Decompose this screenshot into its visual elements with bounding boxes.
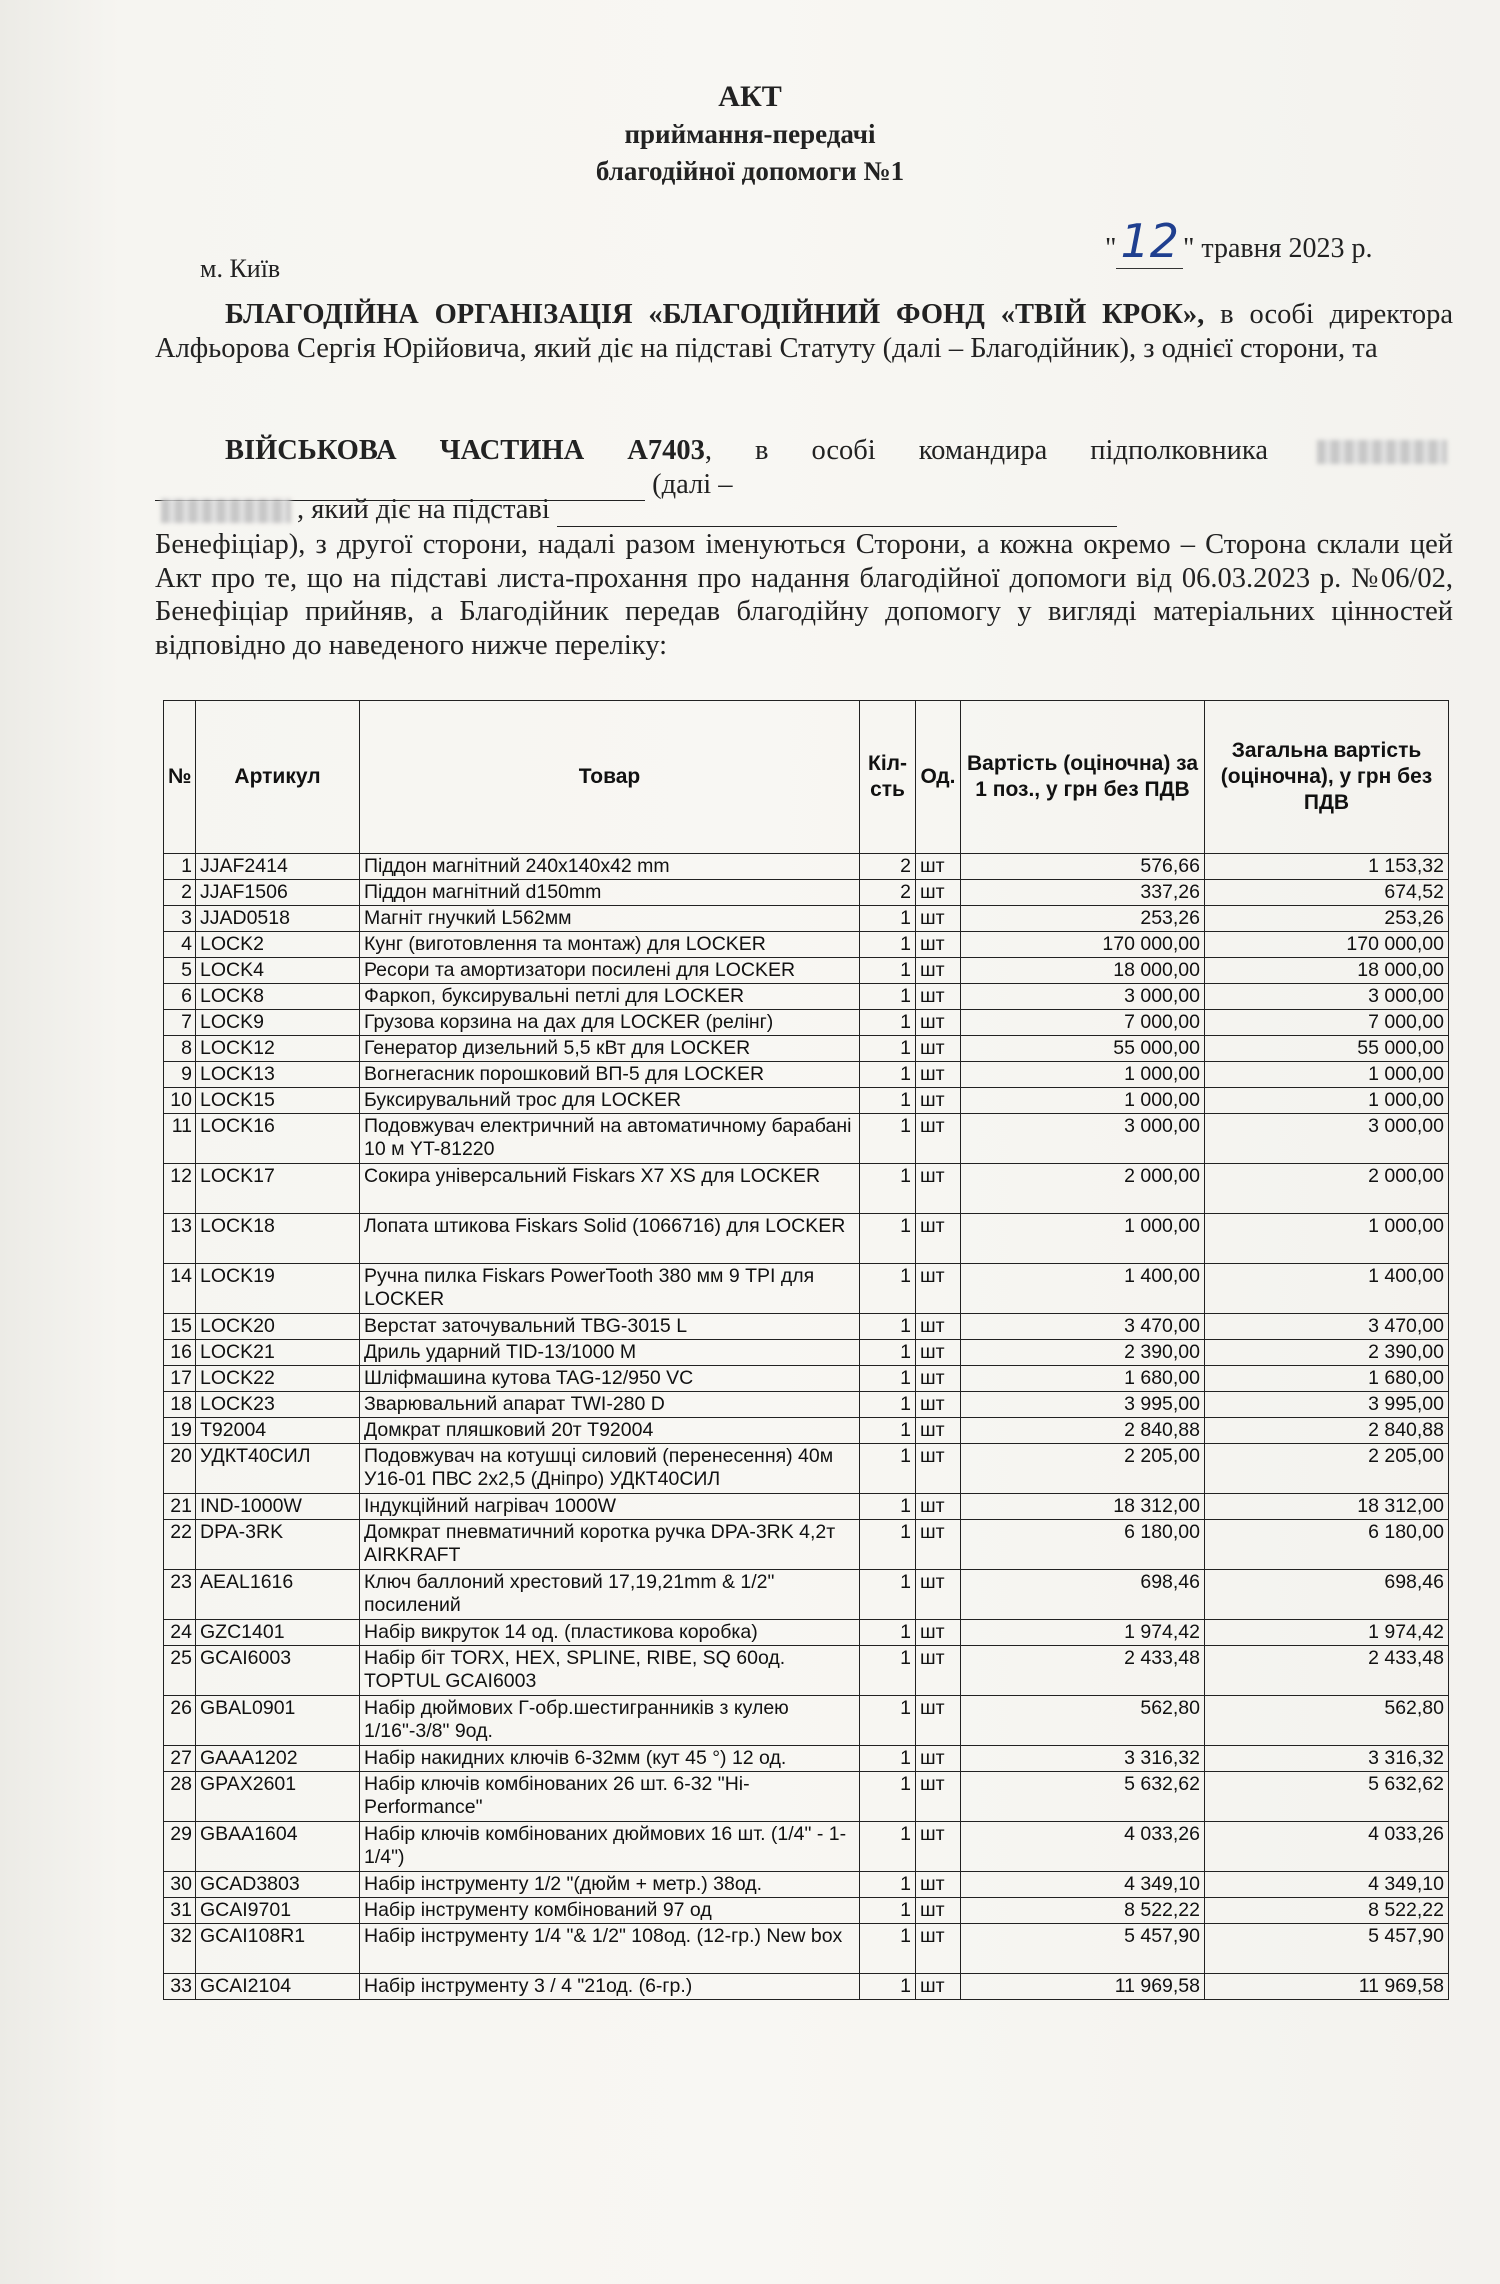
row-total: 170 000,00 [1205,932,1449,958]
table-row [164,1264,1449,1314]
row-sku: GPAX2601 [196,1772,360,1822]
row-quantity: 1 [860,906,916,932]
row-unit: шт [916,1114,961,1164]
row-unit: шт [916,932,961,958]
col-header-number: № [164,701,196,854]
row-total: 55 000,00 [1205,1036,1449,1062]
row-number: 28 [164,1772,196,1822]
table-row [164,1494,1449,1520]
row-sku: LOCK13 [196,1062,360,1088]
date-day-handwritten: 12 [1116,214,1183,269]
row-total: 6 180,00 [1205,1520,1449,1570]
table-row [164,1772,1449,1822]
table-row [164,1036,1449,1062]
row-number: 3 [164,906,196,932]
row-unit: шт [916,1366,961,1392]
row-number: 9 [164,1062,196,1088]
row-quantity: 1 [860,1314,916,1340]
preamble-party-1 [155,298,1453,365]
row-unit-price: 8 522,22 [961,1898,1205,1924]
row-total: 2 433,48 [1205,1646,1449,1696]
row-number: 29 [164,1822,196,1872]
row-sku: GBAA1604 [196,1822,360,1872]
row-sku: JJAF2414 [196,854,360,880]
org2-text-2: (далі – [652,468,733,500]
row-product-name: Домкрат пневматичний коротка ручка DPA-3RK 4,2т AIRKRAFT [360,1520,860,1570]
row-total: 3 000,00 [1205,984,1449,1010]
row-unit: шт [916,1520,961,1570]
row-quantity: 1 [860,1620,916,1646]
row-sku: JJAD0518 [196,906,360,932]
row-total: 562,80 [1205,1696,1449,1746]
row-product-name: Домкрат пляшковий 20т T92004 [360,1418,860,1444]
row-number: 23 [164,1570,196,1620]
row-unit-price: 5 632,62 [961,1772,1205,1822]
document-title: АКТ [718,80,782,113]
row-number: 5 [164,958,196,984]
col-header-quantity: Кіл-сть [860,701,916,854]
row-unit-price: 1 400,00 [961,1264,1205,1314]
row-sku: LOCK12 [196,1036,360,1062]
row-product-name: Верстат заточувальний TBG-3015 L [360,1314,860,1340]
col-header-total: Загальна вартість (оціночна), у грн без ПДВ [1205,701,1449,854]
row-quantity: 1 [860,1696,916,1746]
row-unit-price: 18 312,00 [961,1494,1205,1520]
row-total: 18 312,00 [1205,1494,1449,1520]
document-subtitle-1: приймання-передачі [624,119,876,149]
row-unit-price: 5 457,90 [961,1924,1205,1974]
row-product-name: Шліфмашина кутова TAG-12/950 VC [360,1366,860,1392]
row-unit-price: 562,80 [961,1696,1205,1746]
row-number: 10 [164,1088,196,1114]
table-row [164,932,1449,958]
row-unit-price: 3 000,00 [961,984,1205,1010]
row-unit: шт [916,1494,961,1520]
row-unit: шт [916,1164,961,1214]
row-unit-price: 576,66 [961,854,1205,880]
row-product-name: Зварювальний апарат TWI-280 D [360,1392,860,1418]
row-unit-price: 2 840,88 [961,1418,1205,1444]
row-unit: шт [916,958,961,984]
row-product-name: Кунг (виготовлення та монтаж) для LOCKER [360,932,860,958]
row-unit: шт [916,1340,961,1366]
row-number: 32 [164,1924,196,1974]
row-sku: LOCK23 [196,1392,360,1418]
row-product-name: Подовжувач електричний на автоматичному барабані 10 м YT-81220 [360,1114,860,1164]
title-block [0,78,1500,190]
row-number: 33 [164,1974,196,2000]
row-total: 4 349,10 [1205,1872,1449,1898]
row-total: 2 840,88 [1205,1418,1449,1444]
row-quantity: 2 [860,854,916,880]
row-sku: LOCK9 [196,1010,360,1036]
row-quantity: 1 [860,1264,916,1314]
document-city: м. Київ [200,254,281,283]
table-row [164,1898,1449,1924]
row-quantity: 1 [860,1494,916,1520]
row-quantity: 1 [860,1772,916,1822]
row-quantity: 1 [860,1340,916,1366]
row-number: 11 [164,1114,196,1164]
row-unit-price: 1 000,00 [961,1214,1205,1264]
row-unit-price: 2 000,00 [961,1164,1205,1214]
row-unit-price: 253,26 [961,906,1205,932]
row-unit-price: 4 349,10 [961,1872,1205,1898]
row-unit-price: 55 000,00 [961,1036,1205,1062]
table-row [164,1444,1449,1494]
row-product-name: Набір викруток 14 од. (пластикова коробка) [360,1620,860,1646]
row-quantity: 1 [860,1646,916,1696]
row-unit: шт [916,1036,961,1062]
row-total: 11 969,58 [1205,1974,1449,2000]
row-unit-price: 698,46 [961,1570,1205,1620]
row-number: 27 [164,1746,196,1772]
row-unit: шт [916,1772,961,1822]
row-number: 13 [164,1214,196,1264]
row-quantity: 1 [860,1062,916,1088]
row-total: 7 000,00 [1205,1010,1449,1036]
row-unit: шт [916,1418,961,1444]
row-number: 1 [164,854,196,880]
table-row [164,880,1449,906]
row-unit-price: 170 000,00 [961,932,1205,958]
row-sku: IND-1000W [196,1494,360,1520]
table-row [164,1822,1449,1872]
row-product-name: Магніт гнучкий L562мм [360,906,860,932]
row-sku: LOCK19 [196,1264,360,1314]
row-unit-price: 3 316,32 [961,1746,1205,1772]
row-unit: шт [916,1974,961,2000]
row-product-name: Набір дюймових Г-обр.шестигранників з кулею 1/16"-3/8" 9од. [360,1696,860,1746]
table-row [164,1214,1449,1264]
col-header-sku: Артикул [196,701,360,854]
table-row [164,1696,1449,1746]
row-quantity: 1 [860,1392,916,1418]
row-unit: шт [916,880,961,906]
row-product-name: Набір інструменту 1/2 "(дюйм + метр.) 38од. [360,1872,860,1898]
table-row [164,1366,1449,1392]
org1-text: в особі директора Алфьорова Сергія Юрійовича, який діє на підставі Статуту (далі – Благодійник), з однієї сторони, та [155,299,1454,364]
row-product-name: Сокира універсальний Fiskars X7 XS для LOCKER [360,1164,860,1214]
row-sku: LOCK18 [196,1214,360,1264]
row-total: 3 470,00 [1205,1314,1449,1340]
row-total: 8 522,22 [1205,1898,1449,1924]
row-unit: шт [916,1392,961,1418]
redacted-name-1 [1317,440,1447,464]
row-sku: JJAF1506 [196,880,360,906]
row-number: 14 [164,1264,196,1314]
row-sku: GCAI2104 [196,1974,360,2000]
date-quote-open: " [1105,233,1117,264]
items-table-body [164,854,1449,2000]
row-product-name: Вогнегасник порошковий ВП-5 для LOCKER [360,1062,860,1088]
row-unit: шт [916,1822,961,1872]
row-product-name: Подовжувач на котушці силовий (перенесення) 40м У16-01 ПВС 2х2,5 (Дніпро) УДКТ40СИЛ [360,1444,860,1494]
row-sku: УДКТ40СИЛ [196,1444,360,1494]
row-total: 1 153,32 [1205,854,1449,880]
row-product-name: Набір інструменту комбінований 97 од [360,1898,860,1924]
row-sku: GAAA1202 [196,1746,360,1772]
row-quantity: 1 [860,932,916,958]
row-sku: LOCK4 [196,958,360,984]
org2-text-1: , в особі командира підполковника [704,435,1268,466]
row-total: 2 390,00 [1205,1340,1449,1366]
row-quantity: 1 [860,1418,916,1444]
row-product-name: Індукційний нагрівач 1000W [360,1494,860,1520]
table-row [164,1418,1449,1444]
row-unit-price: 2 205,00 [961,1444,1205,1494]
row-quantity: 1 [860,1898,916,1924]
row-number: 7 [164,1010,196,1036]
row-unit: шт [916,1898,961,1924]
table-row [164,906,1449,932]
row-number: 8 [164,1036,196,1062]
row-unit: шт [916,1872,961,1898]
row-number: 30 [164,1872,196,1898]
row-unit: шт [916,1088,961,1114]
row-unit: шт [916,1696,961,1746]
table-row [164,958,1449,984]
document-subtitle-2: благодійної допомоги №1 [595,156,905,186]
preamble-body: Бенефіціар), з другої сторони, надалі разом іменуються Сторони, а кожна окремо – Сторона склали цей Акт про те, що на підставі листа-прохання про надання благодійної допомоги від 06.03.2023 р. №06/02, Бенефіціар прийняв, а Благодійник передав благодійну допомогу у вигляді матеріальних цінностей відповідно до наведеного нижче переліку: [155,529,1453,661]
row-number: 20 [164,1444,196,1494]
table-row [164,984,1449,1010]
row-unit-price: 6 180,00 [961,1520,1205,1570]
row-quantity: 1 [860,1444,916,1494]
row-product-name: Ручна пилка Fiskars PowerTooth 380 мм 9 TPI для LOCKER [360,1264,860,1314]
row-sku: GCAI108R1 [196,1924,360,1974]
row-product-name: Піддон магнітний d150mm [360,880,860,906]
row-quantity: 1 [860,1924,916,1974]
row-unit-price: 3 995,00 [961,1392,1205,1418]
table-row [164,1520,1449,1570]
table-row [164,1620,1449,1646]
org1-name: БЛАГОДІЙНА ОРГАНІЗАЦІЯ «БЛАГОДІЙНИЙ ФОНД «ТВІЙ КРОК», [225,299,1205,330]
table-row [164,1646,1449,1696]
row-quantity: 1 [860,1164,916,1214]
row-total: 3 316,32 [1205,1746,1449,1772]
table-row [164,1392,1449,1418]
row-sku: GBAL0901 [196,1696,360,1746]
row-unit-price: 1 974,42 [961,1620,1205,1646]
redacted-name-2 [161,499,291,523]
row-quantity: 1 [860,1570,916,1620]
row-sku: LOCK2 [196,932,360,958]
row-product-name: Набір ключів комбінованих 26 шт. 6-32 "Hi-Performance" [360,1772,860,1822]
row-number: 16 [164,1340,196,1366]
row-unit-price: 11 969,58 [961,1974,1205,2000]
row-number: 17 [164,1366,196,1392]
row-quantity: 1 [860,1974,916,2000]
row-unit-price: 2 390,00 [961,1340,1205,1366]
row-product-name: Набір накидних ключів 6-32мм (кут 45 °) 12 од. [360,1746,860,1772]
row-product-name: Набір інструменту 3 / 4 "21од. (6-гр.) [360,1974,860,2000]
row-quantity: 1 [860,1746,916,1772]
row-number: 18 [164,1392,196,1418]
row-unit-price: 4 033,26 [961,1822,1205,1872]
row-unit: шт [916,1444,961,1494]
row-quantity: 2 [860,880,916,906]
row-sku: DPA-3RK [196,1520,360,1570]
row-total: 1 000,00 [1205,1062,1449,1088]
row-total: 4 033,26 [1205,1822,1449,1872]
row-number: 31 [164,1898,196,1924]
row-quantity: 1 [860,1010,916,1036]
row-unit: шт [916,1314,961,1340]
row-sku: AEAL1616 [196,1570,360,1620]
row-product-name: Лопата штикова Fiskars Solid (1066716) для LOCKER [360,1214,860,1264]
row-unit-price: 337,26 [961,880,1205,906]
row-number: 4 [164,932,196,958]
row-sku: GCAI6003 [196,1646,360,1696]
row-total: 698,46 [1205,1570,1449,1620]
row-unit: шт [916,1570,961,1620]
table-row [164,1088,1449,1114]
col-header-unit-price: Вартість (оціночна) за 1 поз., у грн без ПДВ [961,701,1205,854]
row-total: 1 400,00 [1205,1264,1449,1314]
row-sku: LOCK17 [196,1164,360,1214]
row-unit-price: 7 000,00 [961,1010,1205,1036]
table-row [164,1570,1449,1620]
document-date [1105,214,1373,269]
row-product-name: Набір біт TORX, HEX, SPLINE, RIBE, SQ 60од. TOPTUL GCAI6003 [360,1646,860,1696]
preamble-party-2-cont [155,493,1453,527]
row-total: 5 632,62 [1205,1772,1449,1822]
row-sku: LOCK22 [196,1366,360,1392]
items-table [163,700,1449,2000]
row-sku: GCAD3803 [196,1872,360,1898]
row-unit: шт [916,1646,961,1696]
date-quote-close: " [1182,233,1195,264]
table-row [164,1872,1449,1898]
row-quantity: 1 [860,1366,916,1392]
blank-line-2 [557,500,1117,527]
col-header-unit: Од. [916,701,961,854]
row-unit: шт [916,1062,961,1088]
col-header-product: Товар [360,701,860,854]
row-sku: LOCK21 [196,1340,360,1366]
row-total: 253,26 [1205,906,1449,932]
org2-text-3: , який діє на підставі [297,494,550,525]
org2-name: ВІЙСЬКОВА ЧАСТИНА А7403 [225,435,705,466]
table-row [164,1314,1449,1340]
table-row [164,854,1449,880]
row-unit: шт [916,1924,961,1974]
row-quantity: 1 [860,1872,916,1898]
table-header-row [164,701,1449,854]
row-sku: T92004 [196,1418,360,1444]
preamble-party-2 [155,434,1453,501]
row-number: 24 [164,1620,196,1646]
row-product-name: Фаркоп, буксирувальні петлі для LOCKER [360,984,860,1010]
row-unit-price: 1 000,00 [961,1062,1205,1088]
row-unit-price: 1 680,00 [961,1366,1205,1392]
row-total: 18 000,00 [1205,958,1449,984]
row-unit-price: 2 433,48 [961,1646,1205,1696]
row-unit: шт [916,1214,961,1264]
row-unit-price: 18 000,00 [961,958,1205,984]
row-product-name: Ключ баллоний хрестовий 17,19,21mm & 1/2" посилений [360,1570,860,1620]
table-row [164,1062,1449,1088]
row-number: 15 [164,1314,196,1340]
row-unit: шт [916,1746,961,1772]
row-product-name: Піддон магнітний 240х140х42 mm [360,854,860,880]
row-quantity: 1 [860,958,916,984]
row-quantity: 1 [860,1036,916,1062]
row-product-name: Генератор дизельний 5,5 кВт для LOCKER [360,1036,860,1062]
row-product-name: Набір ключів комбінованих дюймових 16 шт. (1/4" - 1-1/4") [360,1822,860,1872]
row-quantity: 1 [860,1822,916,1872]
row-number: 6 [164,984,196,1010]
row-unit: шт [916,984,961,1010]
row-sku: LOCK16 [196,1114,360,1164]
table-row [164,1114,1449,1164]
row-total: 3 995,00 [1205,1392,1449,1418]
row-total: 1 680,00 [1205,1366,1449,1392]
row-unit: шт [916,1010,961,1036]
row-product-name: Ресори та амортизатори посилені для LOCKER [360,958,860,984]
row-unit: шт [916,854,961,880]
row-sku: LOCK8 [196,984,360,1010]
table-row [164,1164,1449,1214]
row-unit: шт [916,1620,961,1646]
row-total: 2 205,00 [1205,1444,1449,1494]
row-unit-price: 1 000,00 [961,1088,1205,1114]
row-sku: GCAI9701 [196,1898,360,1924]
row-total: 1 000,00 [1205,1214,1449,1264]
row-product-name: Грузова корзина на дах для LOCKER (релінг) [360,1010,860,1036]
row-unit: шт [916,1264,961,1314]
row-number: 26 [164,1696,196,1746]
row-sku: LOCK15 [196,1088,360,1114]
row-quantity: 1 [860,1214,916,1264]
row-total: 1 974,42 [1205,1620,1449,1646]
row-sku: LOCK20 [196,1314,360,1340]
row-product-name: Дриль ударний TID-13/1000 M [360,1340,860,1366]
row-number: 2 [164,880,196,906]
row-total: 2 000,00 [1205,1164,1449,1214]
date-month-year: травня 2023 р. [1201,233,1373,264]
row-product-name: Набір інструменту 1/4 "& 1/2" 108од. (12-гр.) New box [360,1924,860,1974]
row-quantity: 1 [860,984,916,1010]
row-unit-price: 3 000,00 [961,1114,1205,1164]
row-number: 25 [164,1646,196,1696]
row-number: 22 [164,1520,196,1570]
row-total: 674,52 [1205,880,1449,906]
row-quantity: 1 [860,1114,916,1164]
row-unit-price: 3 470,00 [961,1314,1205,1340]
table-row [164,1010,1449,1036]
row-unit: шт [916,906,961,932]
table-row [164,1924,1449,1974]
row-number: 12 [164,1164,196,1214]
row-sku: GZC1401 [196,1620,360,1646]
table-row [164,1340,1449,1366]
row-quantity: 1 [860,1088,916,1114]
table-row [164,1974,1449,2000]
row-number: 21 [164,1494,196,1520]
row-quantity: 1 [860,1520,916,1570]
row-product-name: Буксирувальний трос для LOCKER [360,1088,860,1114]
row-total: 3 000,00 [1205,1114,1449,1164]
row-total: 1 000,00 [1205,1088,1449,1114]
row-number: 19 [164,1418,196,1444]
table-row [164,1746,1449,1772]
row-total: 5 457,90 [1205,1924,1449,1974]
